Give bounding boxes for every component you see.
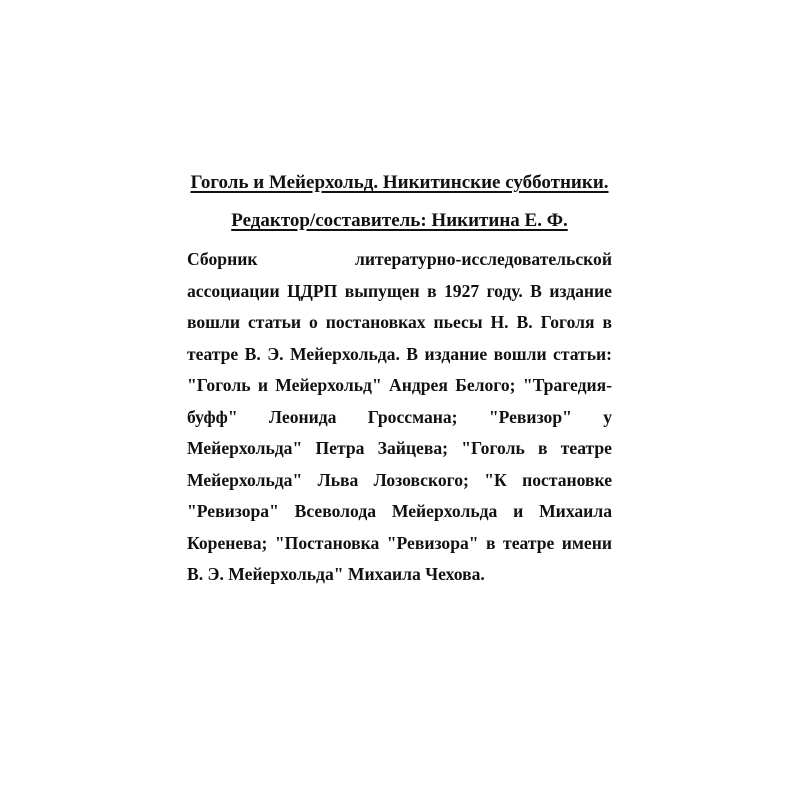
editor-line: Редактор/составитель: Никитина Е. Ф. xyxy=(231,210,568,231)
document-page xyxy=(187,166,612,591)
description-paragraph: Сборник литературно-исследовательской ассоциации ЦДРП выпущен в 1927 году. В издание вошли статьи о постановках пьесы Н. В. Гоголя в театре В. Э. Мейерхольда. В издание вошли статьи: "Гоголь и Мейерхольд" Андрея Белого; "Трагедия-буфф" Леонида Гроссмана; "Ревизор" у Мейерхольда" Петра Зайцева; "Гоголь в театре Мейерхольда" Льва Лозовского; "К постановке "Ревизора" Всеволода Мейерхольда и Михаила Коренева; "Постановка "Ревизора" в театре имени В. Э. Мейерхольда" Михаила Чехова. xyxy=(187,249,612,584)
document-title: Гоголь и Мейерхольд. Никитинские субботники. xyxy=(190,172,609,193)
